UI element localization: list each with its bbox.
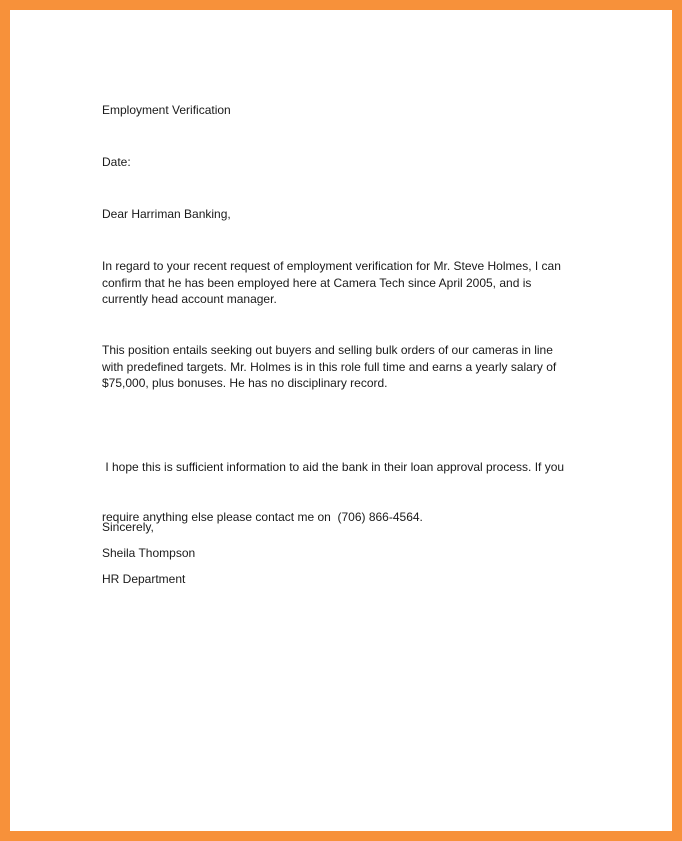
paragraph-line: confirm that he has been employed here at Camera Tech since April 2005, and is	[102, 275, 532, 290]
paragraph-employment-confirmation	[102, 258, 572, 308]
paragraph-line: I hope this is sufficient information to aid the bank in their loan approval process. If you	[102, 460, 565, 474]
signer-department: HR Department	[102, 572, 186, 586]
paragraph-line: with predefined targets. Mr. Holmes is in this role full time and earns a yearly salary of	[102, 359, 557, 374]
paragraph-line: In regard to your recent request of employment verification for Mr. Steve Holmes, I can	[102, 259, 561, 273]
paragraph-line: currently head account manager.	[102, 292, 277, 306]
date-label: Date:	[102, 155, 131, 169]
signer-name: Sheila Thompson	[102, 546, 196, 560]
closing: Sincerely,	[102, 520, 154, 534]
paragraph-position-details	[102, 342, 572, 392]
salutation: Dear Harriman Banking,	[102, 207, 231, 221]
paragraph-line: require anything else please contact me on (706) 866-4564.	[102, 509, 423, 524]
paragraph-line: This position entails seeking out buyers and selling bulk orders of our cameras in line	[102, 343, 553, 357]
letter-title: Employment Verification	[102, 103, 231, 117]
paragraph-line: $75,000, plus bonuses. He has no disciplinary record.	[102, 376, 388, 390]
paragraph-contact-info	[102, 426, 572, 558]
